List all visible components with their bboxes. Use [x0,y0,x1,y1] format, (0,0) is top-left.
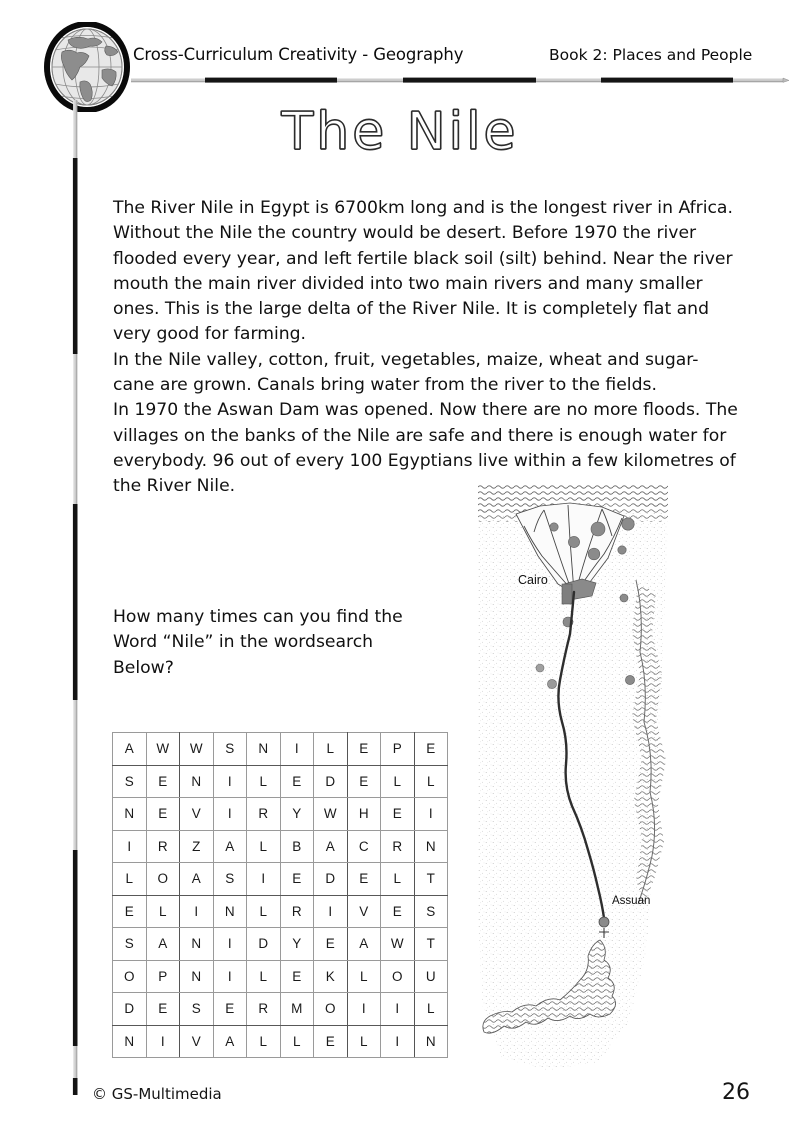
wordsearch-cell[interactable]: L [347,1025,381,1058]
wordsearch-cell[interactable]: H [347,798,381,831]
wordsearch-cell[interactable]: E [381,895,415,928]
wordsearch-question [113,605,443,681]
wordsearch-row [113,960,448,993]
wordsearch-cell[interactable]: I [314,895,348,928]
footer-copyright: © GS-Multimedia [92,1085,222,1103]
nile-map [478,484,668,1074]
wordsearch-cell[interactable]: Y [280,928,314,961]
wordsearch-cell[interactable]: I [213,928,247,961]
wordsearch-cell[interactable]: E [381,798,415,831]
body-paragraph-2: In the Nile valley, cotton, fruit, vegetables, maize, wheat and sugar-cane are grown. Canals bring water from the river to the fields. [113,349,699,396]
wordsearch-cell[interactable]: S [113,765,147,798]
wordsearch-cell[interactable]: P [381,733,415,766]
wordsearch-cell[interactable]: W [314,798,348,831]
wordsearch-cell[interactable]: R [146,830,180,863]
wordsearch-cell[interactable]: B [280,830,314,863]
wordsearch-cell[interactable]: L [414,765,448,798]
wordsearch-cell[interactable]: E [347,733,381,766]
wordsearch-cell[interactable]: A [113,733,147,766]
wordsearch-body [113,733,448,1058]
wordsearch-cell[interactable]: N [180,765,214,798]
wordsearch-cell[interactable]: A [146,928,180,961]
wordsearch-cell[interactable]: K [314,960,348,993]
wordsearch-cell[interactable]: M [280,993,314,1026]
body-text [113,196,738,500]
wordsearch-cell[interactable]: N [414,830,448,863]
header-left-title: Cross-Curriculum Creativity - Geography [133,45,464,64]
wordsearch-cell[interactable]: W [146,733,180,766]
wordsearch-cell[interactable]: I [381,993,415,1026]
wordsearch-cell[interactable]: I [213,765,247,798]
question-line-1: How many times can you find the [113,607,403,627]
wordsearch-cell[interactable]: L [280,1025,314,1058]
wordsearch-cell[interactable]: A [213,830,247,863]
wordsearch-cell[interactable]: W [180,733,214,766]
wordsearch-cell[interactable]: Y [280,798,314,831]
globe-icon [44,22,130,112]
wordsearch-cell[interactable]: D [113,993,147,1026]
wordsearch-row [113,830,448,863]
wordsearch-cell[interactable]: S [113,928,147,961]
wordsearch-cell[interactable]: N [180,960,214,993]
wordsearch-cell[interactable]: E [347,765,381,798]
wordsearch-cell[interactable]: L [247,1025,281,1058]
wordsearch-cell[interactable]: E [146,765,180,798]
wordsearch-cell[interactable]: L [247,895,281,928]
wordsearch-cell[interactable]: V [347,895,381,928]
wordsearch-cell[interactable]: L [314,733,348,766]
wordsearch-cell[interactable]: A [347,928,381,961]
wordsearch-cell[interactable]: L [247,960,281,993]
wordsearch-cell[interactable]: N [247,733,281,766]
wordsearch-cell[interactable]: I [414,798,448,831]
wordsearch-cell[interactable]: D [314,863,348,896]
wordsearch-cell[interactable]: N [113,1025,147,1058]
wordsearch-cell[interactable]: R [247,798,281,831]
wordsearch-cell[interactable]: E [414,733,448,766]
wordsearch-cell[interactable]: S [213,733,247,766]
wordsearch-cell[interactable]: L [347,960,381,993]
wordsearch-cell[interactable]: E [146,993,180,1026]
wordsearch-cell[interactable]: I [381,1025,415,1058]
wordsearch-cell[interactable]: S [414,895,448,928]
wordsearch-cell[interactable]: V [180,798,214,831]
wordsearch-cell[interactable]: S [180,993,214,1026]
wordsearch-cell[interactable]: L [414,993,448,1026]
wordsearch-cell[interactable]: I [146,1025,180,1058]
wordsearch-cell[interactable]: N [113,798,147,831]
wordsearch-cell[interactable]: E [347,863,381,896]
map-label-assuan: Assuan [612,895,651,907]
wordsearch-cell[interactable]: E [280,863,314,896]
wordsearch-cell[interactable]: Z [180,830,214,863]
wordsearch-row [113,798,448,831]
page-number: 26 [722,1080,750,1105]
wordsearch-grid[interactable] [112,732,448,1058]
wordsearch-row [113,895,448,928]
wordsearch-cell[interactable]: E [213,993,247,1026]
wordsearch-row [113,733,448,766]
wordsearch-cell[interactable]: A [213,1025,247,1058]
wordsearch-cell[interactable]: E [314,928,348,961]
wordsearch-row [113,993,448,1026]
wordsearch-row [113,928,448,961]
wordsearch-cell[interactable]: E [280,960,314,993]
side-rule [71,100,80,1095]
wordsearch-cell[interactable]: L [247,765,281,798]
wordsearch-cell[interactable]: E [280,765,314,798]
wordsearch-cell[interactable]: D [314,765,348,798]
wordsearch-cell[interactable]: O [381,960,415,993]
wordsearch-row [113,863,448,896]
wordsearch-cell[interactable]: N [180,928,214,961]
wordsearch-cell[interactable]: R [247,993,281,1026]
wordsearch-cell[interactable]: I [213,798,247,831]
wordsearch-cell[interactable]: W [381,928,415,961]
wordsearch-cell[interactable]: L [146,895,180,928]
question-line-3: Below? [113,657,174,678]
wordsearch-cell[interactable]: C [347,830,381,863]
wordsearch-cell[interactable]: I [280,733,314,766]
wordsearch-cell[interactable]: I [113,830,147,863]
wordsearch-cell[interactable]: S [213,863,247,896]
wordsearch-cell[interactable]: I [247,863,281,896]
wordsearch-cell[interactable]: O [113,960,147,993]
wordsearch-cell[interactable]: A [314,830,348,863]
wordsearch-cell[interactable]: L [113,863,147,896]
wordsearch-cell[interactable]: P [146,960,180,993]
wordsearch-cell[interactable]: I [347,993,381,1026]
wordsearch-cell[interactable]: T [414,928,448,961]
wordsearch-cell[interactable]: A [180,863,214,896]
wordsearch-cell[interactable]: O [314,993,348,1026]
wordsearch-cell[interactable]: E [314,1025,348,1058]
map-label-cairo: Cairo [518,573,548,587]
wordsearch-cell[interactable]: L [247,830,281,863]
body-paragraph-3: In 1970 the Aswan Dam was opened. Now there are no more floods. The villages on the banks of the Nile are safe and there is enough water for everybody. 96 out of every 100 Egyptians live within a few kilometres of the River Nile. [113,400,738,497]
wordsearch-row [113,765,448,798]
body-paragraph-1: The River Nile in Egypt is 6700km long and is the longest river in Africa. Without the Nile the country would be desert. Before 1970 the river flooded every year, and left fertile black soil (silt) behind. Near the river mouth the main river divided into two main rivers and many smaller ones. This is the large delta of the River Nile. It is completely flat and very good for farming. [113,198,733,345]
wordsearch-cell[interactable]: L [381,863,415,896]
wordsearch-cell[interactable]: U [414,960,448,993]
wordsearch-cell[interactable]: D [247,928,281,961]
wordsearch-row [113,1025,448,1058]
wordsearch-cell[interactable]: I [180,895,214,928]
question-line-2: Word “Nile” in the wordsearch [113,632,374,653]
wordsearch-cell[interactable]: O [146,863,180,896]
wordsearch-cell[interactable]: R [280,895,314,928]
header-rule [131,70,789,79]
wordsearch-cell[interactable]: V [180,1025,214,1058]
wordsearch-cell[interactable]: N [213,895,247,928]
page-title: The Nile [281,102,519,162]
header-right-title: Book 2: Places and People [549,46,753,64]
wordsearch-cell[interactable]: E [146,798,180,831]
wordsearch-cell[interactable]: R [381,830,415,863]
wordsearch-cell[interactable]: L [381,765,415,798]
wordsearch-cell[interactable]: N [414,1025,448,1058]
wordsearch-cell[interactable]: T [414,863,448,896]
wordsearch-cell[interactable]: I [213,960,247,993]
wordsearch-cell[interactable]: E [113,895,147,928]
